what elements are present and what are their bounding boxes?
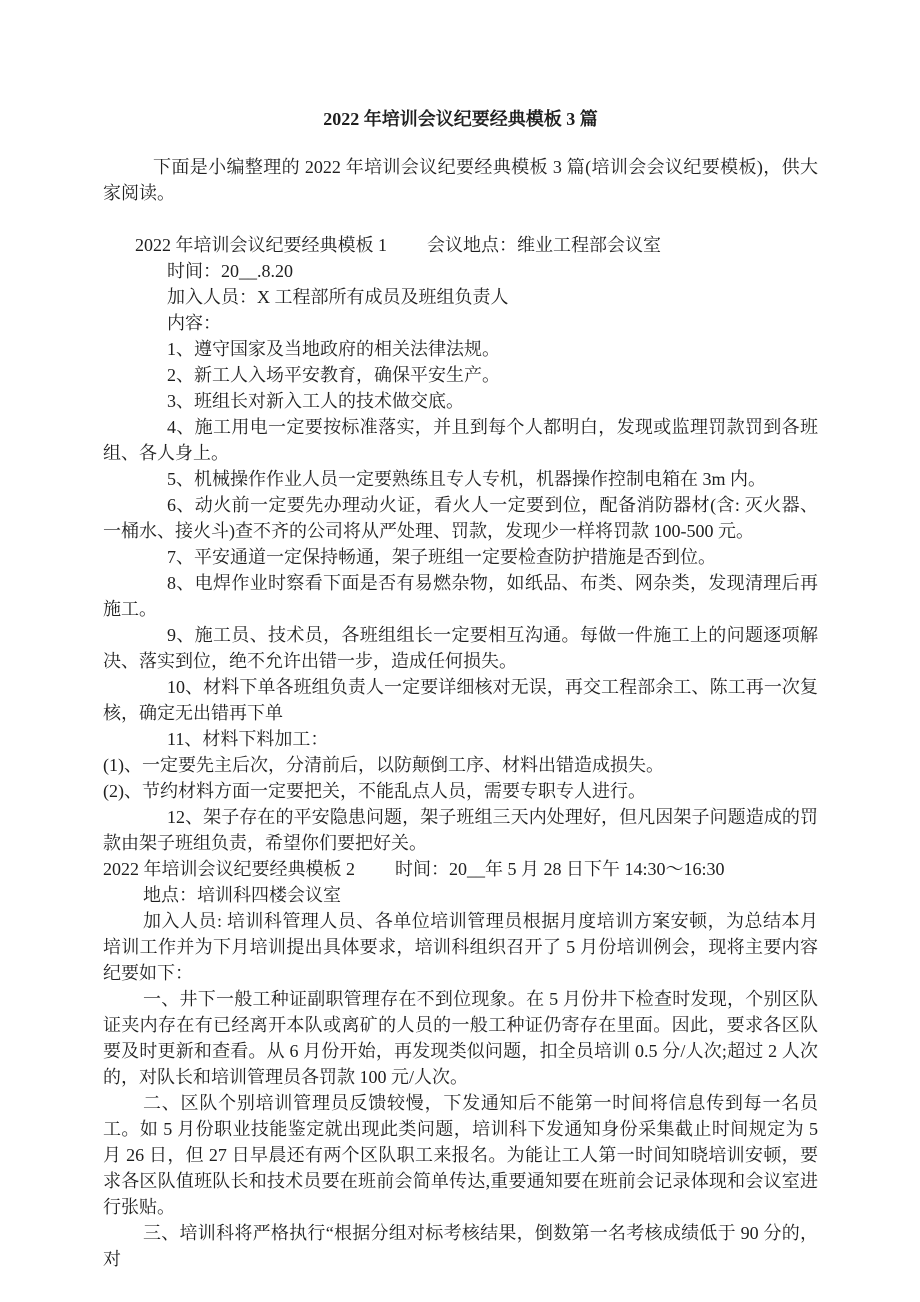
section2-heading: 2022 年培训会议纪要经典模板 2 [103,859,355,879]
rule-item-12: 12、架子存在的平安隐患问题，架子班组三天内处理好，但凡因架子问题造成的罚款由架子班组负责，希望你们要把好关。 [103,807,818,853]
rule-item-10: 10、材料下单各班组负责人一定要详细核对无误，再交工程部余工、陈工再一次复核，确定无出错再下单 [103,677,818,723]
section1-attendees-line: 加入人员：X 工程部所有成员及班组负责人 [167,287,509,307]
topic-3: 三、培训科将严格执行“根据分组对标考核结果，倒数第一名考核成绩低于 90 分的，对 [103,1223,818,1269]
topic-2: 二、区队个别培训管理员反馈较慢，下发通知后不能第一时间将信息传到每一名员工。如 5 月份职业技能鉴定就出现此类问题，培训科下发通知身份采集截止时间规定为 5 月 26 日，但 27 日早晨还有两个区队职工来报名。为能让工人第一时间知晓培训安顿，要求各区队值班队长和技术员要在班前会简单传达,重要通知要在班前会记录体现和会议室进行张贴。 [103,1093,818,1217]
rule-item-5: 5、机械操作作业人员一定要熟练且专人专机，机器操作控制电箱在 3m 内。 [167,469,766,489]
rule-item-4: 4、施工用电一定要按标准落实，并且到每个人都明白，发现或监理罚款罚到各班组、各人身上。 [103,417,818,463]
rule-item-9: 9、施工员、技术员，各班组组长一定要相互沟通。每做一件施工上的问题逐项解决、落实到位，绝不允许出错一步，造成任何损失。 [103,625,818,671]
section2-meta-time: 时间：20__年 5 月 28 日下午 14:30～16:30 [395,859,725,879]
section2-heading-line [103,856,818,882]
section1-time-line: 时间：20__.8.20 [167,261,293,281]
rule-item-1: 1、遵守国家及当地政府的相关法律法规。 [167,339,500,359]
section1-content-label: 内容： [167,313,221,333]
rule-item-3: 3、班组长对新入工人的技术做交底。 [167,391,464,411]
sub-item-1: (1)、一定要先主后次，分清前后，以防颠倒工序、材料出错造成损失。 [103,755,664,775]
section1-heading-line [103,232,818,258]
rule-item-7: 7、平安通道一定保持畅通，架子班组一定要检查防护措施是否到位。 [167,547,716,567]
intro-paragraph: 下面是小编整理的 2022 年培训会议纪要经典模板 3 篇(培训会会议纪要模板)，供大家阅读。 [103,157,818,203]
rule-item-6: 6、动火前一定要先办理动火证，看火人一定要到位，配备消防器材(含: 灭火器、一桶水、接火斗)查不齐的公司将从严处理、罚款，发现少一样将罚款 100-500 元。 [103,495,818,541]
section2-location-line: 地点：培训科四楼会议室 [143,885,341,905]
section1-meta-location: 会议地点：维业工程部会议室 [427,235,661,255]
document-title: 2022 年培训会议纪要经典模板 3 篇 [323,109,598,129]
rule-item-11: 11、材料下料加工： [167,729,329,749]
section2-attendees-paragraph: 加入人员: 培训科管理人员、各单位培训管理员根据月度培训方案安顿，为总结本月培训工作并为下月培训提出具体要求，培训科组织召开了 5 月份培训例会，现将主要内容纪要如下： [103,911,818,983]
document-body [103,106,818,1272]
section1-heading: 2022 年培训会议纪要经典模板 1 [135,235,387,255]
topic-1: 一、井下一般工种证副职管理存在不到位现象。在 5 月份井下检查时发现，个别区队证夹内存在有已经离开本队或离矿的人员的一般工种证仍寄存在里面。因此，要求各区队要及时更新和查看。从 6 月份开始，再发现类似问题，扣全员培训 0.5 分/人次;超过 2 人次的，对队长和培训管理员各罚款 100 元/人次。 [103,989,818,1087]
sub-item-2: (2)、节约材料方面一定要把关，不能乱点人员，需要专职专人进行。 [103,781,646,801]
rule-item-2: 2、新工人入场平安教育，确保平安生产。 [167,365,500,385]
rule-item-8: 8、电焊作业时察看下面是否有易燃杂物，如纸品、布类、网杂类，发现清理后再施工。 [103,573,818,619]
